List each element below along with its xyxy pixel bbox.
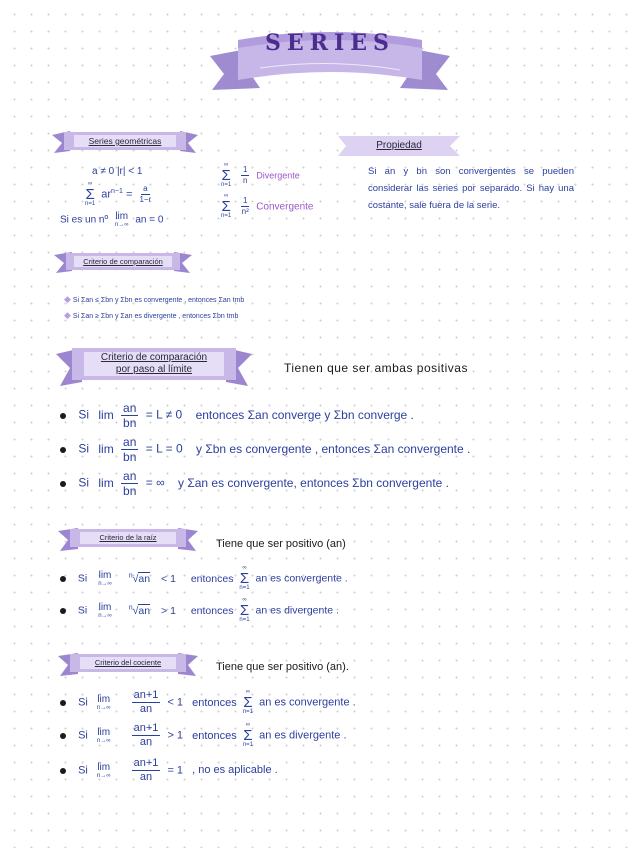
root-test-row-2 <box>60 598 339 624</box>
geometric-series-header: Series geométricas <box>88 136 162 146</box>
diamond-bullet-icon: ◆ <box>64 294 71 304</box>
geometric-limit <box>60 212 163 228</box>
row-comparison: > 1 <box>167 729 184 742</box>
property-header: Propiedad <box>376 140 422 151</box>
convergent-fraction: $\frac{1}{\text{n²}}$ <box>241 196 249 217</box>
row-text: entonces <box>192 696 237 709</box>
sigma-sum: ∞ Σ n=1 <box>239 565 250 591</box>
limit-operator: lim n→∞ <box>96 726 111 744</box>
limit-operator: lim n→∞ <box>98 569 112 587</box>
geometric-term: ar <box>101 188 112 201</box>
row-comparison: < 1 <box>161 572 176 585</box>
ratio-fraction: $\frac{an+1}{an}$ <box>133 722 159 749</box>
nth-root: $^n$√an <box>128 604 151 617</box>
property-text: Si an y bn son convergentes se pueden considerar las series por separado. Si hay una costante, sale fuera de la serie. <box>368 166 574 211</box>
root-test-banner <box>56 525 200 553</box>
limit-operator: lim n→∞ <box>114 211 129 228</box>
geometric-ratio-fraction: $\frac{a}{1-r}$ <box>139 184 152 205</box>
bullet-icon <box>60 481 66 487</box>
sigma-sum: ∞ Σ n=1 <box>221 162 232 188</box>
sigma-sum: ∞ Σ n=1 <box>221 193 232 219</box>
geometric-exponent: n−1 <box>111 188 123 196</box>
row-equation: = ∞ <box>145 475 165 490</box>
diamond-bullet-icon: ◆ <box>64 310 71 320</box>
an-bn-fraction: $\frac{an}{bn}$ <box>123 435 137 464</box>
row-text: y Σan es convergente, entonces Σbn convergente . <box>177 475 449 490</box>
geometric-condition: a ≠ 0 |r| < 1 <box>92 166 143 177</box>
limit-operator: lim n→∞ <box>98 601 112 619</box>
limit-operator: lim n→∞ <box>96 693 111 711</box>
sigma-sum: ∞ Σ n=1 <box>239 597 250 623</box>
ratio-fraction: $\frac{an+1}{an}$ <box>133 689 159 716</box>
page-title: SERIES <box>265 30 395 56</box>
si-word: Si <box>77 604 88 617</box>
limit-comparison-header-line2: por paso al límite <box>115 364 193 375</box>
row-text: entonces <box>190 572 234 585</box>
pseries-convergent <box>218 194 313 220</box>
nth-root: $^n$√an <box>128 572 151 585</box>
comparison-item-2 <box>64 310 238 321</box>
row-conclusion: an es convergente . <box>259 696 356 709</box>
comparison-text: Si Σan ≥ Σbn y Σan es divergente , entonces Σbn tmb <box>72 313 239 320</box>
an-bn-fraction: $\frac{an}{bn}$ <box>123 401 137 430</box>
convergent-label: Convergente <box>256 201 314 213</box>
si-word: Si <box>77 572 88 585</box>
geometric-series-banner <box>50 127 200 157</box>
geometric-formula <box>82 182 155 208</box>
bullet-icon <box>60 413 66 419</box>
limit-comparison-header-line1: Criterio de comparación <box>100 352 208 363</box>
bullet-icon <box>60 447 66 453</box>
si-word: Si <box>78 407 90 422</box>
row-conclusion: an es divergente . <box>259 729 347 742</box>
bullet-icon <box>60 733 66 739</box>
limit-expression: an = 0 <box>135 214 164 226</box>
root-test-header: Criterio de la raíz <box>99 533 157 542</box>
row-text: entonces <box>192 729 237 742</box>
si-word: Si <box>78 475 90 490</box>
row-comparison: = 1 <box>167 764 184 777</box>
si-word: Si <box>78 441 90 456</box>
geometric-equals: = <box>125 188 133 201</box>
limit-comparison-banner <box>54 344 254 390</box>
comparison-text: Si Σan ≤ Σbn y Σbn es convergente , entonces Σan tmb <box>72 297 245 304</box>
row-text: entonces <box>190 604 234 617</box>
title-banner <box>200 18 460 98</box>
bullet-icon <box>60 576 66 582</box>
row-comparison: < 1 <box>167 696 184 709</box>
row-equation: = L = 0 <box>145 441 183 456</box>
divergent-fraction: $\frac{1}{n}$ <box>242 165 248 186</box>
ratio-test-banner <box>56 650 200 678</box>
bullet-icon <box>60 608 66 614</box>
sigma-sum: ∞ Σ n=1 <box>85 181 96 207</box>
root-test-note: Tiene que ser positivo (an) <box>216 538 346 550</box>
ratio-test-row-2 <box>60 723 347 749</box>
row-text: y Σbn es convergente , entonces Σan convergente . <box>196 441 471 456</box>
lim-word: lim <box>98 407 114 422</box>
row-conclusion: an es convergente . <box>255 572 348 585</box>
ratio-test-row-1 <box>60 690 356 716</box>
limit-prefix: Si es un nº <box>60 214 109 226</box>
lim-word: lim <box>98 441 114 456</box>
limit-comparison-row-1 <box>60 402 414 429</box>
sigma-sum: ∞ Σ n=1 <box>242 689 254 715</box>
bullet-icon <box>60 768 66 774</box>
row-equation: = L ≠ 0 <box>145 407 183 422</box>
ratio-test-row-3 <box>60 758 278 783</box>
ratio-test-note: Tiene que ser positivo (an). <box>216 661 349 673</box>
sigma-sum: ∞ Σ n=1 <box>242 722 254 748</box>
divergent-label: Divergente <box>256 170 300 181</box>
comparison-header: Criterio de comparación <box>83 257 163 266</box>
si-word: Si <box>78 729 88 742</box>
limit-comparison-row-2 <box>60 436 470 463</box>
root-test-row-1 <box>60 566 348 592</box>
pseries-divergent <box>218 163 300 189</box>
an-bn-fraction: $\frac{an}{bn}$ <box>123 469 137 498</box>
row-text: , no es aplicable . <box>192 764 278 777</box>
ratio-fraction: $\frac{an+1}{an}$ <box>133 757 159 783</box>
limit-comparison-note: Tienen que ser ambas positivas <box>284 361 468 375</box>
ratio-test-header: Criterio del cociente <box>94 658 162 667</box>
row-comparison: > 1 <box>161 604 176 617</box>
limit-operator: lim n→∞ <box>96 761 111 779</box>
comparison-item-1 <box>64 294 244 305</box>
si-word: Si <box>78 764 88 777</box>
property-banner <box>338 134 460 158</box>
si-word: Si <box>78 696 88 709</box>
limit-comparison-row-3 <box>60 470 449 497</box>
bullet-icon <box>60 700 66 706</box>
lim-word: lim <box>98 475 114 490</box>
row-conclusion: an es divergente . <box>255 604 339 617</box>
comparison-banner <box>52 249 194 275</box>
row-text: entonces Σan converge y Σbn converge . <box>195 407 414 422</box>
